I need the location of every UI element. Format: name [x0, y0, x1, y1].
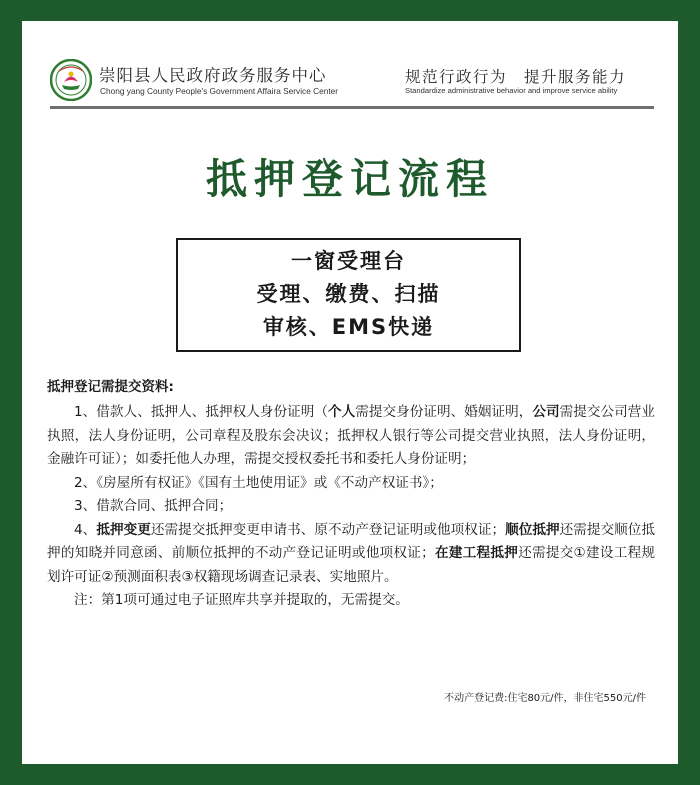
logo-icon [50, 59, 92, 101]
materials-item-3: 3、借款合同、抵押合同； [74, 498, 233, 514]
fee-note: 不动产登记费:住宅80元/件，非住宅550元/件 [444, 693, 646, 704]
org-name-en: Chong yang County People's Government Affaira Service Center [100, 86, 339, 96]
window-service-box [176, 238, 521, 352]
materials-item-2: 2、《房屋所有权证》《国有土地使用证》或《不动产权证书》； [74, 474, 443, 491]
materials-item-1: 1、借款人、抵押人、抵押权人身份证明（个人需提交身份证明、婚姻证明，公司需提交公司营业执照，法人身份证明，公司章程及股东会决议；抵押权人银行等公司提交营业执照，法人身份证明，金融许可证）；如委托他人办理，需提交授权委托书和委托人身份证明； [47, 404, 656, 467]
box-line-3: 审核、EMS快递 [262, 315, 435, 339]
box-line-1: 一窗受理台 [291, 249, 406, 273]
org-name-cn: 崇阳县人民政府政务服务中心 [99, 66, 327, 85]
materials-item-4: 4、抵押变更还需提交抵押变更申请书、原不动产登记证明或他项权证；顺位抵押还需提交顺位抵押的知晓并同意函、前顺位抵押的不动产登记证明或他项权证；在建工程抵押还需提交①建设工程规划许可证②预测面积表③权籍现场调查记录表、实地照片。 [47, 521, 656, 585]
materials-note: 注：第1项可通过电子证照库共享并提取的，无需提交。 [74, 592, 409, 608]
materials-heading: 抵押登记需提交资料: [47, 379, 174, 395]
box-line-2: 受理、缴费、扫描 [256, 282, 441, 306]
poster [22, 21, 678, 764]
slogan-cn: 规范行政行为 提升服务能力 [405, 68, 627, 86]
page-title: 抵押登记流程 [206, 155, 494, 203]
slogan-en: Standardize administrative behavior and improve service ability [405, 86, 618, 95]
materials-content [47, 401, 655, 613]
header-divider [50, 106, 654, 109]
